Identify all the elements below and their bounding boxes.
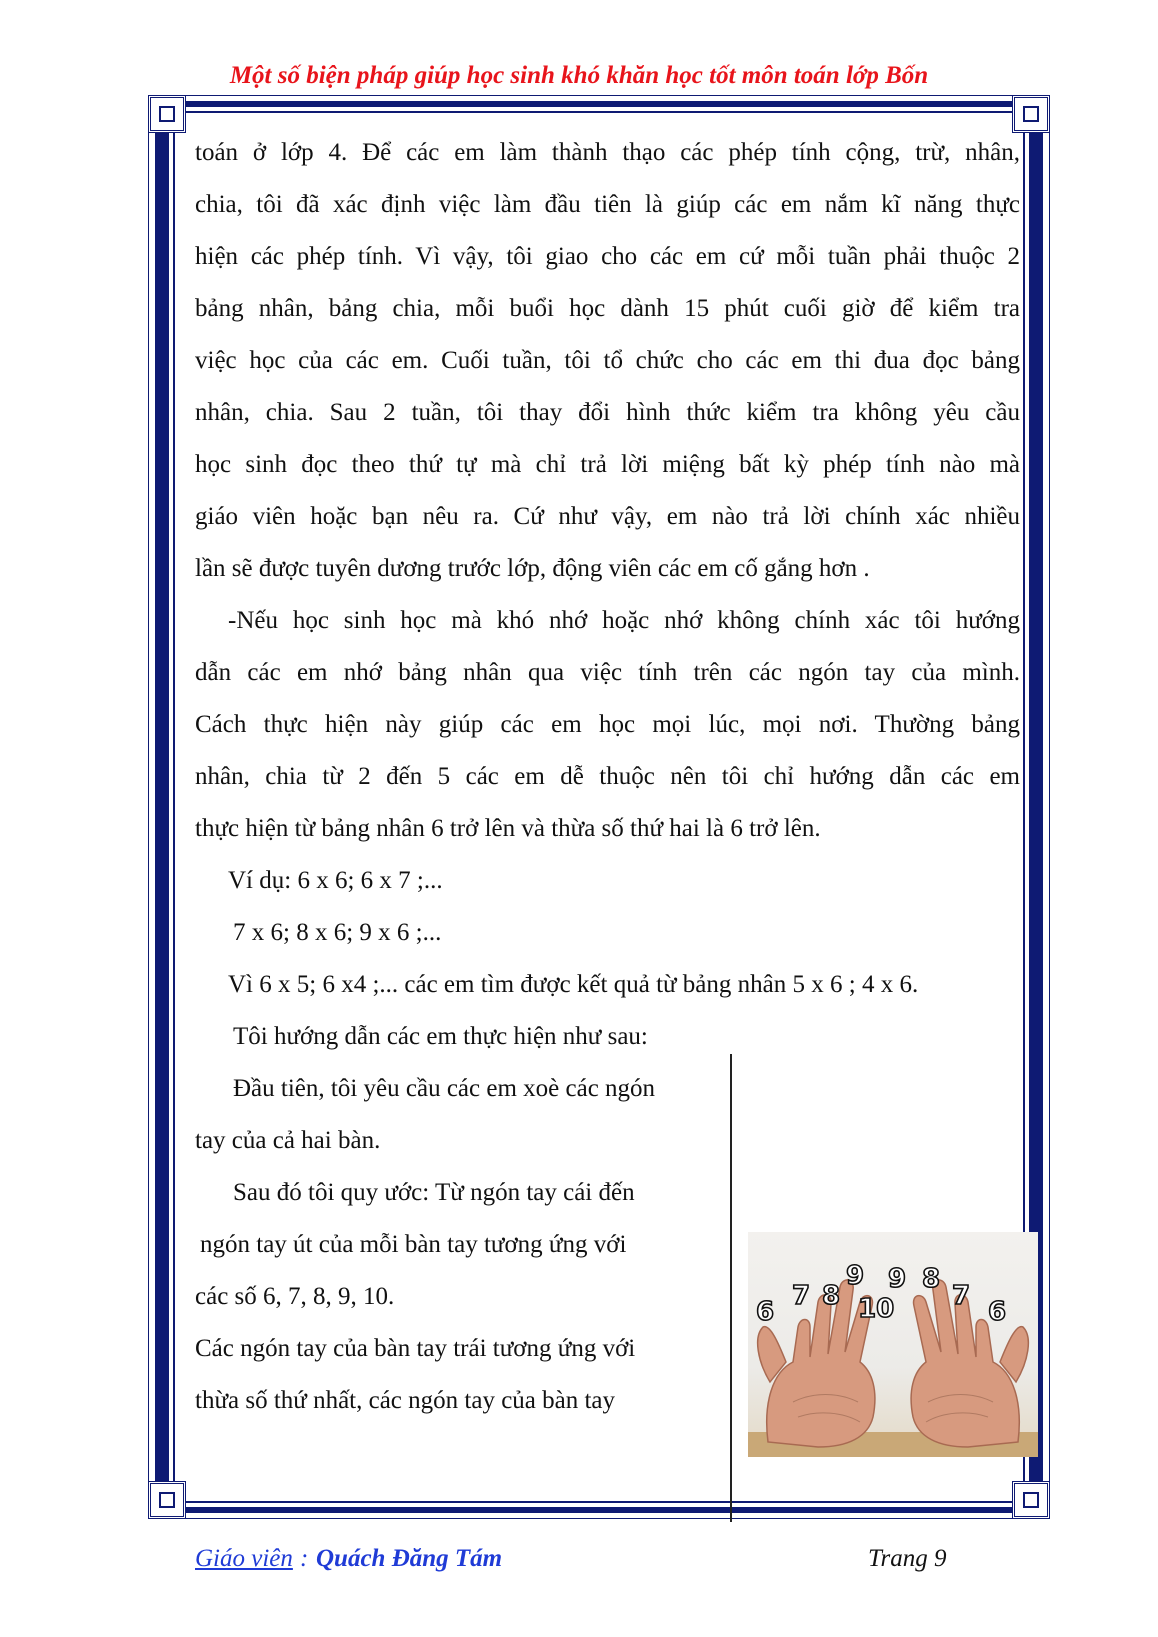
paragraph-line: hiện các phép tính. Vì vậy, tôi giao cho các em cứ mỗi tuần phải thuộc 2 [195,243,1020,270]
paragraph-line: toán ở lớp 4. Để các em làm thành thạo các phép tính cộng, trừ, nhân, [195,139,1020,166]
footer-separator: : [300,1545,309,1572]
column-line: Đầu tiên, tôi yêu cầu các em xoè các ngón [233,1075,656,1102]
document-header-title: Một số biện pháp giúp học sinh khó khăn học tốt môn toán lớp Bốn [229,62,929,89]
example-line: Vì 6 x 5; 6 x4 ;... các em tìm được kết quả từ bảng nhân 5 x 6 ; 4 x 6. [228,971,919,998]
finger-number-label: 8 [822,1281,841,1311]
border-corner-ornament [1012,95,1050,133]
paragraph-line: Cách thực hiện này giúp các em học mọi lúc, mọi nơi. Thường bảng [195,711,1020,738]
paragraph-line: thực hiện từ bảng nhân 6 trở lên và thừa số thứ hai là 6 trở lên. [195,815,821,842]
column-line: tay của cả hai bàn. [195,1127,381,1154]
finger-number-label: 9 [846,1261,865,1291]
column-line: Các ngón tay của bàn tay trái tương ứng với [195,1335,636,1362]
finger-number-label: 10 [858,1294,895,1324]
paragraph-line: giáo viên hoặc bạn nêu ra. Cứ như vậy, em nào trả lời chính xác nhiều [195,503,1020,530]
paragraph-line: học sinh đọc theo thứ tự mà chỉ trả lời miệng bất kỳ phép tính nào mà [195,451,1020,478]
hands-illustration [748,1232,1038,1457]
footer-teacher-name: Quách Đăng Tám [316,1545,503,1572]
paragraph-line: -Nếu học sinh học mà khó nhớ hoặc nhớ không chính xác tôi hướng [228,607,1020,634]
border-corner-ornament [148,1481,186,1519]
paragraph-line: nhân, chia. Sau 2 tuần, tôi thay đổi hình thức kiểm tra không yêu cầu [195,399,1020,426]
finger-number-label: 7 [952,1281,971,1311]
finger-number-label: 8 [922,1264,941,1294]
paragraph-line: lần sẽ được tuyên dương trước lớp, động viên các em cố gắng hơn . [195,555,870,582]
paragraph-line: việc học của các em. Cuối tuần, tôi tổ chức cho các em thi đua đọc bảng [195,347,1020,374]
paragraph-line: chia, tôi đã xác định việc làm đầu tiên là giúp các em nắm kĩ năng thực [195,191,1020,218]
finger-number-label: 9 [888,1264,907,1294]
finger-number-label: 7 [792,1281,811,1311]
finger-number-label: 6 [988,1297,1007,1327]
paragraph-line: dẫn các em nhớ bảng nhân qua việc tính trên các ngón tay của mình. [195,659,1020,686]
column-line: Tôi hướng dẫn các em thực hiện như sau: [233,1023,648,1050]
footer-page-number: Trang 9 [868,1545,947,1572]
paragraph-line: nhân, chia từ 2 đến 5 các em dễ thuộc nên tôi chỉ hướng dẫn các em [195,763,1020,790]
border-corner-ornament [148,95,186,133]
column-line: ngón tay út của mỗi bàn tay tương ứng với [200,1231,627,1258]
example-line: Ví dụ: 6 x 6; 6 x 7 ;... [228,867,443,894]
column-line: thừa số thứ nhất, các ngón tay của bàn tay [195,1387,616,1414]
footer-teacher-label: Giáo viên [195,1545,293,1572]
column-line: Sau đó tôi quy ước: Từ ngón tay cái đến [233,1179,635,1206]
border-corner-ornament [1012,1481,1050,1519]
column-line: các số 6, 7, 8, 9, 10. [195,1283,395,1310]
hands-photo [748,1232,1038,1457]
example-line: 7 x 6; 8 x 6; 9 x 6 ;... [233,919,442,946]
column-divider [730,1054,732,1522]
finger-number-label: 6 [756,1297,775,1327]
paragraph-line: bảng nhân, bảng chia, mỗi buổi học dành 15 phút cuối giờ để kiểm tra [195,295,1020,322]
